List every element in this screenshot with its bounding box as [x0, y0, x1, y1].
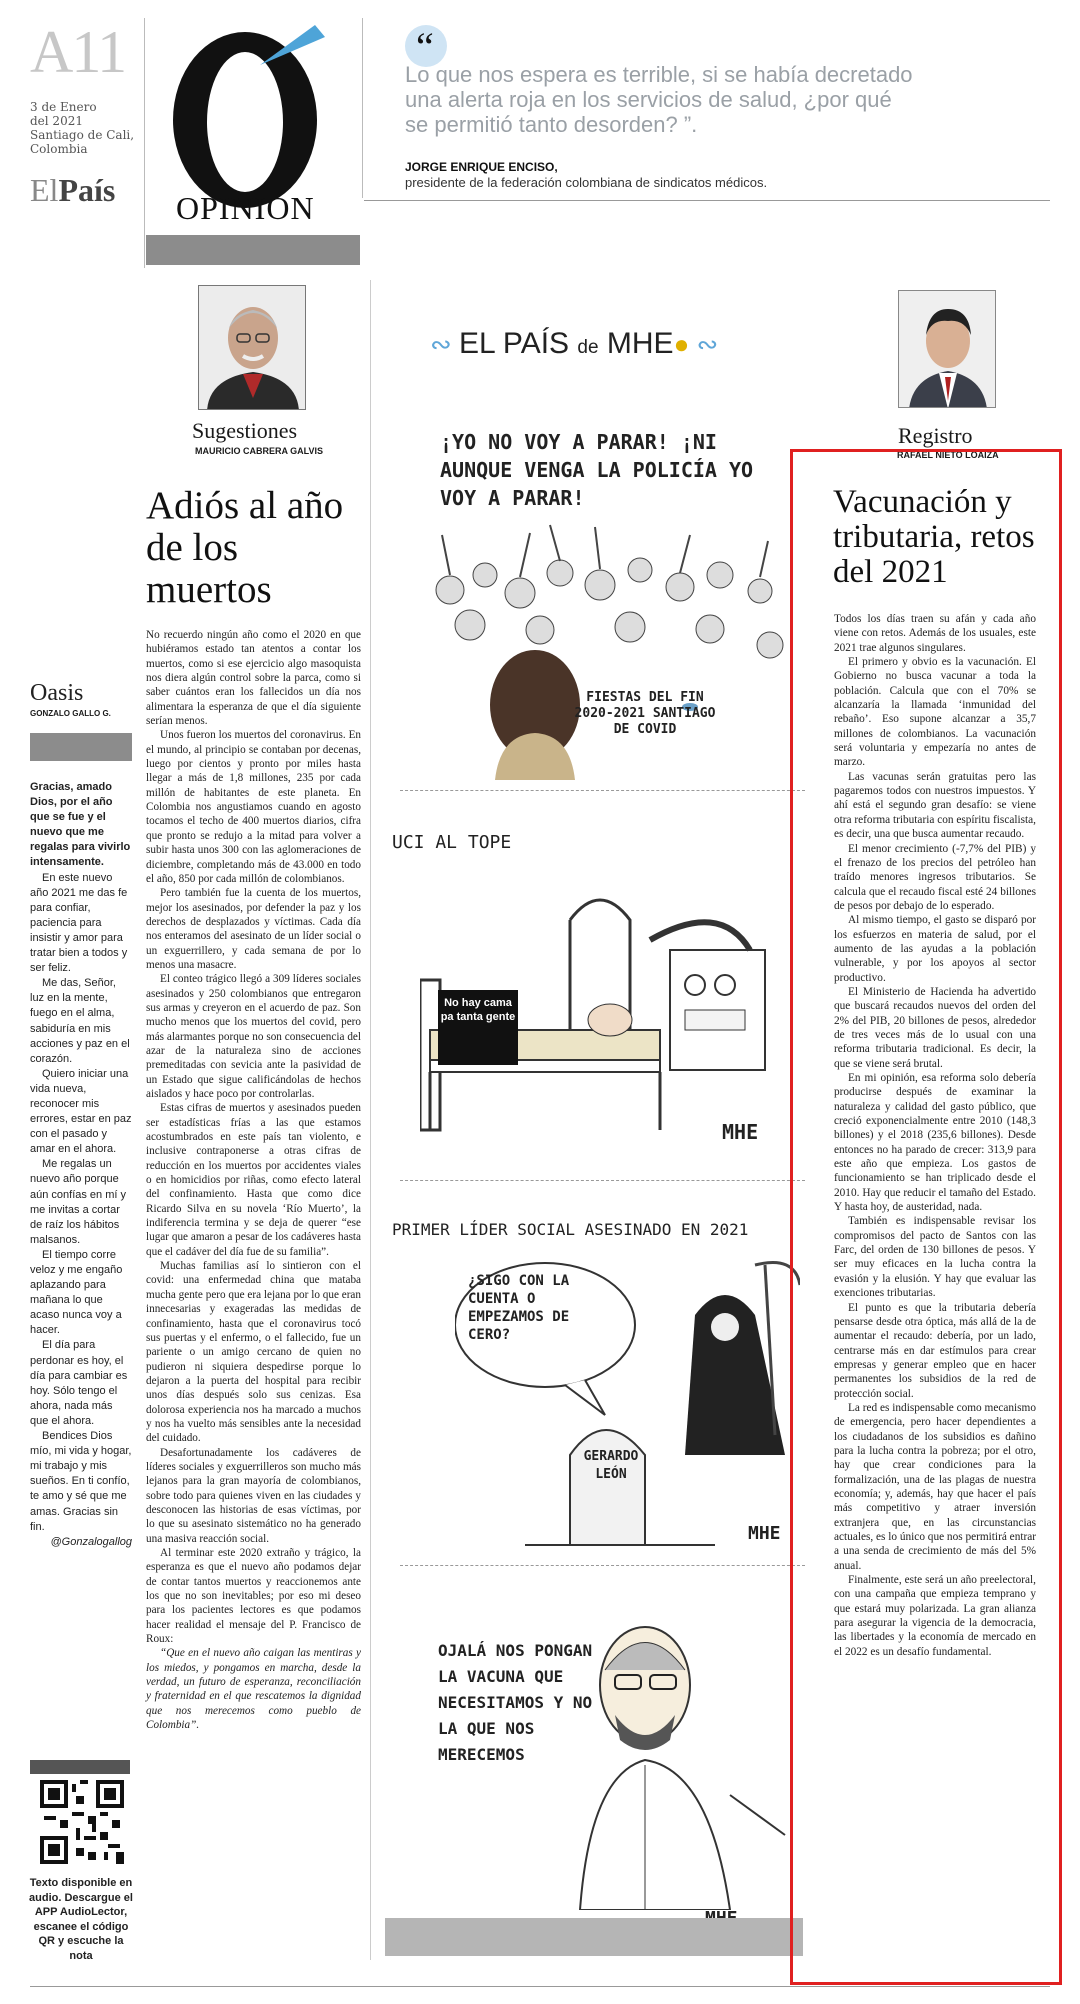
divider: [30, 1986, 1050, 1987]
column-section-name: Registro: [898, 423, 973, 448]
qr-caption: Texto disponible en audio. Descargue el APP AudioLector, escanee el código QR y escuche la nota: [29, 1877, 133, 1962]
cartoon-section-header: ∾ EL PAÍS de MHE● ∾: [430, 327, 719, 360]
article-paragraph: El punto es que la tributaria debería pensarse desde otra óptica, más allá de la de aumentar el recaudo: debería, por un lado, centrarse más en dar estímulos para crear empresas y generar empleo que en hacer permanentes los subsidios de la red de protección social.: [834, 1301, 1036, 1400]
cartoonist-signature: MHE: [722, 1120, 759, 1144]
article-paragraph: No recuerdo ningún año como el 2020 en que hubiéramos estado tan atentos a contar los muertos, como si ese ejercicio algo masoquista nos diera algún control sobre la parca, como si saber cuántos eran los fallecidos un día nos alimentara la esperanza de que el día siguiente serían menos.: [146, 629, 361, 728]
gray-bar: [30, 733, 132, 761]
opinion-o-logo: [165, 25, 345, 215]
article-paragraph: El primero y obvio es la vacunación. El Gobierno no busca vacunar a toda la población. Calcula que con el 70% se alcanzaría la llamada ‘inmunidad del rebaño’. Eso supone alcanzar a 35,7 millones de colombianos. La vacunación será voluntaria y empezaría no antes de marzo.: [834, 656, 1036, 769]
cartoon-speech: OJALÁ NOS PONGAN LA VACUNA QUE NECESITAMOS Y NO LA QUE NOS MERECEMOS: [438, 1641, 593, 1764]
article-paragraph: También es indispensable revisar los compromisos del pacto de Santos con las Farc, del orden de 130 billones de pesos. Y ser muy eficaces en la lucha contra la evasión y la elusión. Y hay que evaluar las exenciones tributarias.: [834, 1215, 1036, 1300]
quote-author: JORGE ENRIQUE ENCISO,: [405, 160, 558, 174]
article-paragraph: Finalmente, este será un año preelectoral, con una campaña que empieza temprano y que estará muy polarizada. La gran alianza para asegurar la vigencia de la democracia, las libertades y la economía de mercado en el 2022 es un desafío fundamental.: [834, 1574, 1036, 1658]
cartoon-title: UCI AL TOPE: [392, 832, 512, 853]
divider: [362, 18, 363, 198]
quote-icon: “: [405, 25, 447, 67]
article-paragraph: Estas cifras de muertos y asesinados pueden ser estadísticas frías a las que estamos acostumbrados en este país tan violento, e inclusive contraponerse a otras cifras de reducción en los muertos por accidentes viales o en homicidios por riñas, como efecto lateral del confinamiento. Hasta que como dice Ricardo Silva en su novela ‘Río Muerto’, la indiferencia termina y se deja de querer “ese lugar que amaron a pesar de los cadáveres hasta que el cadáver del día fue de su familia”.: [146, 1102, 361, 1258]
article-paragraph: El Ministerio de Hacienda ha advertido que buscará recaudos nuevos del orden del 2% del PIB, 20 billones de pesos, alrededor de tres veces más de lo usual con una reforma tributaria tradicional. Es decir, la que se viene será brutal.: [834, 985, 1036, 1070]
cartoonist-signature: MHE: [748, 1523, 781, 1544]
gray-bar: [30, 1760, 130, 1774]
article-paragraph: El menor crecimiento (-7,7% del PIB) y el frenazo de los precios del petróleo han traído menores ingresos tributarios. Se calcula que el recaudo fiscal esté 24 billones de pesos por debajo de lo esperado.: [834, 842, 1036, 912]
divider: [400, 1180, 805, 1181]
logo-bold: País: [58, 172, 116, 208]
quote-author-role: presidente de la federación colombiana de sindicatos médicos.: [405, 175, 768, 190]
oasis-signature: @Gonzalogallog: [50, 1535, 132, 1548]
gray-bar: [385, 1918, 803, 1956]
date-line: Santiago de Cali,: [30, 128, 135, 142]
date-line: del 2021: [30, 114, 83, 128]
cartoon-speech: ¿SIGO CON LA CUENTA O EMPEZAMOS DE CERO?: [468, 1273, 570, 1343]
page-number: A11: [30, 19, 126, 85]
section-title: OPINIÓN: [176, 190, 315, 226]
article-paragraph: Unos fueron los muertos del coronavirus. En el mundo, al principio se contaban por decenas, luego por cientos y pronto por miles hasta llegar a más de 1,8 millones, 235 por cada millón de habitantes de este planeta. En Colombia nos angustiamos cuando en agosto tocamos el techo de 400 muertos diarios, cifra que pronto se redujo a la mitad para volver a subir hasta unos 300 con las aglomeraciones de diciembre, completando más de 43.000 en todo el año, 850 por cada millón de colombianos.: [146, 729, 361, 885]
gray-bar: [146, 235, 360, 265]
cartoon-caption: FIESTAS DEL FIN 2020-2021 SANTIAGO DE COVID: [574, 690, 716, 737]
oasis-author: GONZALO GALLO G.: [30, 709, 111, 718]
divider: [400, 1565, 805, 1566]
article-paragraph: La red es indispensable como mecanismo de emergencia, pero hacer dependientes a los ciudadanos de los subsidios es dañino para la lucha contra la pobreza; por el otro, hay que crear condiciones para la formalización, una de las plagas de nuestra economía; y, además, hay que hacer el país más competitivo y atraer inversión extranjera que, en las circunstancias actuales, es lo único que nos permitirá entrar a una senda de crecimiento de más del 5% anual.: [834, 1401, 1037, 1572]
article-paragraph: Las vacunas serán gratuitas pero las pagaremos todos con nuestros impuestos. Y ahí está el segundo gran desafío: se viene otra reforma tributaria con espíritu fiscalista, es decir, una que busca aumentar recaudo.: [834, 770, 1037, 841]
newspaper-logo: [30, 172, 115, 209]
article-title: Adiós al año de los muertos: [146, 484, 344, 611]
article-title: Vacunación y tributaria, retos del 2021: [833, 484, 1035, 590]
oasis-paragraph: En este nuevo año 2021 me das fe para confiar, paciencia para insistir y amor para tratar bien a todos y ser feliz.: [30, 871, 128, 975]
divider: [400, 790, 805, 791]
article-paragraph: El conteo trágico llegó a 309 líderes sociales asesinados y 250 colombianos que entregaron sus armas y creyeron en el acuerdo de paz. Son mucho menos que los muertos del covid, pero más alarmantes porque no son consecuencia del azar de la naturaleza sino de acciones premeditadas con sevicia ante la pasividad de un Estado que sigue calificándolas de hechos aislados y hace poco por controlarlas.: [146, 973, 361, 1100]
cartoon-sign: No hay cama pa tanta gente: [440, 997, 516, 1023]
article-body: [146, 628, 361, 1732]
oasis-header: [30, 680, 125, 718]
article-body: [834, 612, 1036, 1659]
oasis-paragraph: El día para perdonar es hoy, el día para cambiar es hoy. Sólo tengo el ahora, nada más que el ahora.: [30, 1339, 128, 1427]
article-paragraph: En mi opinión, esa reforma solo debería producirse después de examinar la naturaleza y calidad del gasto público, que creció exponencialmente entre 2010 (148,3 billones) y el 2018 (235,6 billones). Desde entonces no ha parado de crecer: 313,9 para este año que empieza. Los gastos de funcionamiento se han triplicado desde el 2010. Hay que reducir el tamaño del Estado. Y hasta hoy, de austeridad, nada.: [834, 1072, 1036, 1214]
column-section-name: Sugestiones: [192, 418, 298, 443]
closing-quote: “Que en el nuevo año caigan las mentiras y los miedos, y pongamos en marcha, desde la verdad, un futuro de esperanza, reconciliación y fraternidad en el que rescatemos la dignidad que nos merecemos como pueblo de Colombia”.: [146, 1647, 361, 1732]
oasis-body: [30, 780, 132, 1550]
author-photo: [898, 290, 996, 408]
cartoon-speech: ¡YO NO VOY A PARAR! ¡NI AUNQUE VENGA LA POLICÍA YO VOY A PARAR!: [440, 430, 754, 510]
oasis-title: Oasis: [30, 680, 84, 706]
article-paragraph: Todos los días traen su afán y cada año viene con retos. Además de los usuales, este 2021 trae algunos singulares.: [834, 613, 1036, 654]
oasis-paragraph: Me das, Señor, luz en la mente, fuego en el alma, sabiduría en mis acciones y paz en el corazón.: [30, 977, 130, 1065]
oasis-paragraph: El tiempo corre veloz y me engaño aplazando para mañana lo que acaso nunca voy a hacer.: [30, 1248, 123, 1337]
logo-light: El: [30, 172, 59, 208]
oasis-paragraph: Bendices Dios mío, mi vida y hogar, mi trabajo y mis sueños. En ti confío, te amo y sé que me amas. Gracias sin fin.: [30, 1430, 132, 1533]
date-location: [30, 100, 140, 156]
author-photo: [198, 285, 306, 410]
article-paragraph: Desafortunadamente los cadáveres de líderes sociales y exguerrilleros son mucho más lejanos para la gran mayoría de colombianos, sobre todo para quienes viven en las ciudades y desconocen las historias de esas víctimas, por lo que su asesinato sistemático no ha generado una masiva reacción social.: [146, 1446, 361, 1545]
article-paragraph: Pero también fue la cuenta de los muertos, mejor los asesinados, por defender la paz y los derechos de desplazados y víctimas. Cada día nos enteramos del asesinato de un líder social o un exguerrillero, y cada semana de por lo menos una masacre.: [146, 887, 361, 971]
tombstone-name: GERARDO LEÓN: [583, 1449, 639, 1482]
article-paragraph: Al terminar este 2020 extraño y trágico, la esperanza es que el nuevo año podamos dejar de contar tantos muertos y reaccionemos ante los que no son inevitables; por eso mi deseo para los pacientes lectores es que podamos hacer realidad el mensaje del P. Francisco de Roux:: [146, 1547, 361, 1646]
column-author: MAURICIO CABRERA GALVIS: [195, 446, 323, 456]
article-paragraph: Muchas familias así lo sintieron con el covid: una enfermedad china que mataba mucha gente pero que era lejana por lo que eran innecesarias y exageradas las medidas de confinamiento, hasta que el coronavirus tocó sus puertas y el enfermo, o el fallecido, fue un pariente o un amigo cercano de quien no pudieron ni siquiera despedirse porque lo dejaron a la puerta del hospital para recibir unos días después solo sus cenizas. Esa dolorosa experiencia nos ha marcado a muchos y nos ha vuelto más sensibles ante la necesidad del cuidado.: [146, 1260, 361, 1445]
featured-quote: Lo que nos espera es terrible, si se había decretado una alerta roja en los servicios de salud, ¿por qué se permitió tanto desorden? ”.: [405, 62, 913, 137]
oasis-paragraph: Me regalas un nuevo año porque aún confías en mí y me invitas a cortar de raíz los hábitos malsanos.: [30, 1158, 126, 1246]
divider: [370, 280, 371, 1960]
date-line: 3 de Enero: [30, 100, 97, 114]
divider: [144, 18, 145, 268]
divider: [364, 200, 1050, 201]
cartoon-title: PRIMER LÍDER SOCIAL ASESINADO EN 2021: [392, 1220, 749, 1239]
article-paragraph: Al mismo tiempo, el gasto se disparó por los esfuerzos en materia de salud, por el aumento de las ayudas a la población vulnerable, y por los apoyos al sector productivo.: [834, 914, 1036, 984]
column-author: RAFAEL NIETO LOAIZA: [897, 450, 999, 460]
wave-icon: ∾: [430, 329, 460, 359]
oasis-lead: Gracias, amado Dios, por el año que se fue y el nuevo que me regalas para vivirlo intensamente.: [30, 781, 131, 869]
oasis-paragraph: Quiero iniciar una vida nueva, reconocer mis errores, estar en paz con el pasado y amar en el ahora.: [30, 1067, 132, 1156]
qr-code-icon[interactable]: [40, 1780, 124, 1864]
date-line: Colombia: [30, 142, 88, 156]
